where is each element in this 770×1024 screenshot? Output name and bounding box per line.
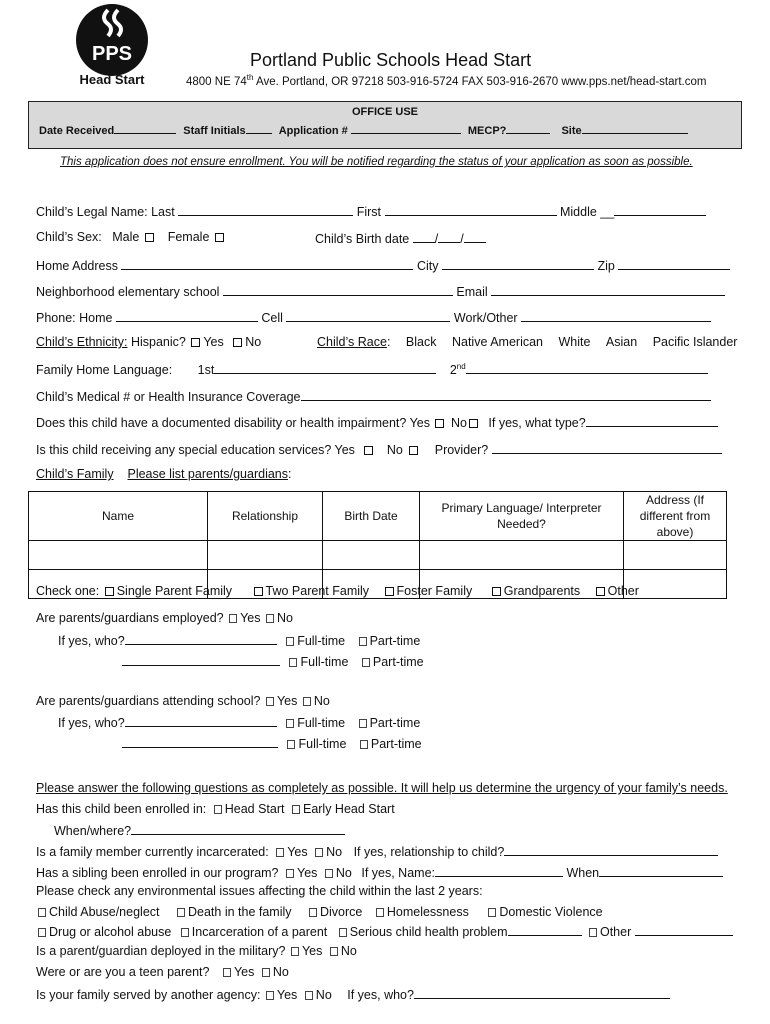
email-label: Email (456, 285, 488, 299)
when-where-label: When/where? (54, 824, 132, 838)
enrolled-row (36, 802, 395, 816)
column-header: Birth Date (323, 492, 420, 541)
school-fulltime-checkbox-1[interactable] (286, 719, 294, 728)
teen-parent-question: Were or are you a teen parent? (36, 965, 210, 979)
hispanic-no-label: No (245, 335, 262, 349)
divorce-checkbox[interactable] (309, 908, 317, 917)
male-label: Male (112, 230, 140, 244)
family-type-label: Other (607, 584, 639, 598)
mecp-label: MECP? (467, 125, 507, 137)
work-field[interactable] (521, 309, 711, 322)
medical-row (36, 388, 711, 404)
sibling-row (36, 864, 723, 880)
family-type-label: Two Parent Family (265, 584, 370, 598)
sibling-when-label: When (566, 866, 600, 880)
military-yes-label: Yes (301, 944, 323, 958)
employed-no-label: No (277, 611, 293, 625)
pps-logo (70, 2, 154, 88)
school-who-label: If yes, who? (58, 716, 125, 730)
employed-fulltime-checkbox-1[interactable] (286, 637, 294, 646)
incarcerated-no-checkbox[interactable] (315, 848, 323, 857)
agency-no-label: No (315, 988, 332, 1002)
ethnicity-label: Child’s Ethnicity: (36, 335, 128, 349)
full-time-label: Full-time (297, 634, 346, 648)
military-yes-checkbox[interactable] (291, 947, 299, 956)
city-field[interactable] (442, 257, 594, 270)
school-yes-checkbox[interactable] (266, 697, 274, 706)
middle-dash: __ (600, 205, 615, 219)
hispanic-no-checkbox[interactable] (233, 338, 242, 347)
phone-home-field[interactable] (116, 309, 258, 322)
issue-label: Serious child health problem (349, 925, 508, 939)
check-one-label: Check one: (36, 584, 100, 598)
incarcerated-row (36, 843, 718, 859)
sibling-name-label: If yes, Name: (361, 866, 435, 880)
agency-no-checkbox[interactable] (305, 991, 313, 1000)
race-colon: : (386, 335, 391, 349)
legal-name-last-label: Child’s Legal Name: Last (36, 205, 175, 219)
table-header-row (29, 492, 727, 541)
urgency-instructions: Please answer the following questions as completely as possible. It will help us determine the urgency of your family’s needs. (36, 781, 728, 795)
family-type-label: Grandparents (503, 584, 581, 598)
hispanic-label: Hispanic? (130, 335, 186, 349)
school-yes-label: Yes (276, 694, 298, 708)
guardians-table (28, 491, 727, 599)
employed-question: Are parents/guardians employed? (36, 611, 224, 625)
foster-family-checkbox[interactable] (385, 587, 394, 596)
column-header: Name (29, 492, 208, 541)
sibling-yes-checkbox[interactable] (286, 869, 294, 878)
drug-abuse-checkbox[interactable] (38, 928, 46, 937)
sibling-no-label: No (335, 866, 352, 880)
application-label: Application # (278, 125, 348, 137)
special-ed-no-label: No (386, 443, 403, 457)
school-no-checkbox[interactable] (303, 697, 311, 706)
sex-label: Child’s Sex: (36, 230, 102, 244)
date-received-label: Date Received (39, 125, 115, 137)
employed-fulltime-checkbox-2[interactable] (289, 658, 297, 667)
work-label: Work/Other (453, 311, 518, 325)
logo-subtext: Head Start (79, 72, 145, 87)
column-header: Address (If different from above) (624, 492, 727, 541)
mecp-field[interactable] (506, 121, 550, 134)
disability-no-label: No (450, 416, 467, 430)
logo-text: PPS (91, 43, 133, 65)
birth-date-label: Child’s Birth date (315, 232, 410, 246)
cell-field[interactable] (286, 309, 450, 322)
second-language-field[interactable] (466, 361, 708, 374)
female-checkbox[interactable] (215, 233, 224, 242)
neighborhood-school-field[interactable] (223, 283, 453, 296)
serious-health-checkbox[interactable] (339, 928, 347, 937)
column-header: Relationship (208, 492, 323, 541)
school-question: Are parents/guardians attending school? (36, 694, 261, 708)
first-language-field[interactable] (214, 361, 436, 374)
family-heading-b: Please list parents/guardians (127, 467, 288, 481)
disability-yes-checkbox[interactable] (435, 419, 444, 428)
disability-type-label: If yes, what type? (488, 416, 586, 430)
last-name-field[interactable] (178, 203, 353, 216)
part-time-label: Part-time (372, 655, 424, 669)
homelessness-checkbox[interactable] (376, 908, 384, 917)
school-parttime-checkbox-2[interactable] (360, 740, 368, 749)
issue-label: Drug or alcohol abuse (49, 925, 172, 939)
employed-parttime-checkbox-1[interactable] (359, 637, 367, 646)
teen-no-checkbox[interactable] (262, 968, 270, 977)
issue-label: Incarceration of a parent (191, 925, 328, 939)
table-cell[interactable] (624, 570, 727, 599)
incarcerated-question: Is a family member currently incarcerated: (36, 845, 269, 859)
hispanic-yes-checkbox[interactable] (191, 338, 200, 347)
race-option[interactable]: Pacific Islander (652, 335, 738, 349)
staff-initials-label: Staff Initials (183, 125, 246, 137)
teen-yes-label: Yes (233, 965, 255, 979)
enrolled-question: Has this child been enrolled in: (36, 802, 207, 816)
school-row (36, 694, 330, 708)
site-field[interactable] (582, 121, 688, 134)
male-checkbox[interactable] (145, 233, 154, 242)
middle-name-label: Middle (559, 205, 597, 219)
provider-label: Provider? (434, 443, 489, 457)
issue-label: Homelessness (386, 905, 469, 919)
family-heading-a: Child’s Family (36, 467, 114, 481)
agency-question: Is your family served by another agency: (36, 988, 261, 1002)
agency-yes-label: Yes (276, 988, 298, 1002)
sex-row (36, 230, 227, 244)
relationship-field[interactable] (504, 843, 718, 856)
city-label: City (416, 259, 439, 273)
military-question: Is a parent/guardian deployed in the military? (36, 944, 286, 958)
sibling-yes-label: Yes (297, 866, 318, 880)
death-family-checkbox[interactable] (177, 908, 185, 917)
special-ed-yes-checkbox[interactable] (364, 446, 373, 455)
other-family-checkbox[interactable] (596, 587, 605, 596)
agency-who-label: If yes, who? (347, 988, 414, 1002)
family-heading-colon: : (288, 467, 292, 481)
provider-field[interactable] (492, 441, 722, 454)
issue-label: Other (599, 925, 632, 939)
first-name-field[interactable] (385, 203, 557, 216)
employed-parttime-checkbox-2[interactable] (362, 658, 370, 667)
full-time-label: Full-time (298, 737, 347, 751)
agency-who-field[interactable] (414, 986, 670, 999)
issue-label: Child Abuse/neglect (49, 905, 160, 919)
neighborhood-school-label: Neighborhood elementary school (36, 285, 220, 299)
incarceration-parent-checkbox[interactable] (181, 928, 189, 937)
zip-label: Zip (597, 259, 615, 273)
birth-date-row: Child’s Birth date / / (315, 230, 486, 246)
disclaimer: This application does not ensure enrollment. You will be notified regarding the status of your application as soon as possible. (60, 156, 693, 168)
race-label: Child’s Race (317, 335, 387, 349)
date-received-field[interactable] (114, 121, 176, 134)
military-row (36, 944, 357, 958)
child-abuse-checkbox[interactable] (38, 908, 46, 917)
cell-label: Cell (261, 311, 283, 325)
employed-yes-label: Yes (240, 611, 261, 625)
issue-label: Domestic Violence (499, 905, 603, 919)
employed-who-label: If yes, who? (58, 634, 125, 648)
employed-row (36, 611, 293, 625)
school-email-row (36, 283, 725, 299)
phone-home-label: Phone: Home (36, 311, 113, 325)
table-row (29, 541, 727, 570)
special-ed-question: Is this child receiving any special education services? Yes (36, 443, 355, 457)
home-address-field[interactable] (121, 257, 413, 270)
family-heading (36, 467, 291, 481)
table-cell[interactable] (29, 541, 208, 570)
agency-yes-checkbox[interactable] (266, 991, 274, 1000)
staff-initials-field[interactable] (246, 121, 272, 134)
site-label: Site (561, 125, 582, 137)
part-time-label: Part-time (370, 737, 422, 751)
domestic-violence-checkbox[interactable] (488, 908, 496, 917)
serious-health-field[interactable] (508, 923, 582, 936)
ethnicity-row (36, 335, 261, 349)
when-where-row (54, 822, 345, 838)
special-ed-no-checkbox[interactable] (409, 446, 418, 455)
contact-address: 4800 NE 74th Ave. Portland, OR 97218 503-916-5724 FAX 503-916-2670 www.pps.net/head-start.com (186, 73, 707, 88)
teen-parent-row (36, 965, 289, 979)
disability-row (36, 414, 718, 430)
home-language-label: Family Home Language: (36, 363, 173, 377)
office-use-label: OFFICE USE (351, 106, 418, 118)
part-time-label: Part-time (369, 716, 421, 730)
school-who-field-1[interactable] (125, 714, 277, 727)
hispanic-yes-label: Yes (203, 335, 224, 349)
birth-year-field[interactable] (464, 230, 486, 243)
relationship-label: If yes, relationship to child? (353, 845, 505, 859)
race-option[interactable]: Native American (451, 335, 543, 349)
middle-name-field[interactable] (614, 203, 706, 216)
full-time-label: Full-time (300, 655, 349, 669)
early-head-start-label: Early Head Start (302, 802, 395, 816)
employed-who-row-1 (58, 632, 420, 648)
env-issues-label: Please check any environmental issues affecting the child within the last 2 years: (36, 884, 483, 898)
incarcerated-yes-label: Yes (287, 845, 308, 859)
military-no-label: No (340, 944, 357, 958)
sibling-when-field[interactable] (599, 864, 723, 877)
full-time-label: Full-time (297, 716, 346, 730)
when-where-field[interactable] (131, 822, 345, 835)
family-type-row (36, 584, 639, 598)
two-parent-checkbox[interactable] (254, 587, 263, 596)
race-option[interactable]: Asian (605, 335, 638, 349)
medical-label: Child’s Medical # or Health Insurance Coverage (36, 390, 301, 404)
school-who-row-2 (122, 735, 422, 751)
grandparents-checkbox[interactable] (492, 587, 501, 596)
phone-row (36, 309, 711, 325)
office-use-box (28, 101, 742, 149)
school-who-row-1 (58, 714, 420, 730)
other-issue-field[interactable] (635, 923, 733, 936)
table-cell[interactable] (323, 541, 420, 570)
second-language-label: 2nd (449, 361, 466, 377)
employed-no-checkbox[interactable] (266, 614, 274, 623)
sibling-question: Has a sibling been enrolled in our program? (36, 866, 279, 880)
birth-month-field[interactable] (413, 230, 435, 243)
family-type-label: Foster Family (396, 584, 473, 598)
zip-field[interactable] (618, 257, 730, 270)
head-start-checkbox[interactable] (214, 805, 222, 814)
env-issues-row-1 (36, 905, 603, 919)
race-option[interactable]: White (558, 335, 591, 349)
head-start-label: Head Start (224, 802, 285, 816)
part-time-label: Part-time (369, 634, 421, 648)
teen-no-label: No (272, 965, 289, 979)
school-no-label: No (313, 694, 330, 708)
race-row (317, 335, 737, 349)
legal-name-row (36, 203, 706, 219)
employed-who-field-1[interactable] (125, 632, 277, 645)
race-option[interactable]: Black (405, 335, 437, 349)
home-address-label: Home Address (36, 259, 118, 273)
env-issues-row-2 (36, 923, 733, 939)
page-title: Portland Public Schools Head Start (250, 50, 532, 70)
table-cell[interactable] (420, 541, 624, 570)
sibling-no-checkbox[interactable] (325, 869, 333, 878)
school-fulltime-checkbox-2[interactable] (287, 740, 295, 749)
language-row (36, 361, 708, 377)
female-label: Female (167, 230, 210, 244)
table-cell[interactable] (624, 541, 727, 570)
early-head-start-checkbox[interactable] (292, 805, 300, 814)
employed-who-row-2 (122, 653, 424, 669)
address-row (36, 257, 730, 273)
issue-label: Death in the family (187, 905, 292, 919)
column-header: Primary Language/ Interpreter Needed? (420, 492, 624, 541)
teen-yes-checkbox[interactable] (223, 968, 231, 977)
other-issue-checkbox[interactable] (589, 928, 597, 937)
disability-question: Does this child have a documented disability or health impairment? Yes (36, 416, 430, 430)
employed-who-field-2[interactable] (122, 653, 280, 666)
special-ed-row (36, 441, 722, 457)
medical-field[interactable] (301, 388, 711, 401)
birth-day-field[interactable] (438, 230, 460, 243)
disability-type-field[interactable] (586, 414, 718, 427)
email-field[interactable] (491, 283, 725, 296)
school-parttime-checkbox-1[interactable] (359, 719, 367, 728)
issue-label: Divorce (320, 905, 363, 919)
school-who-field-2[interactable] (122, 735, 278, 748)
agency-row (36, 986, 670, 1002)
single-parent-checkbox[interactable] (105, 587, 114, 596)
application-field[interactable] (351, 121, 461, 134)
incarcerated-yes-checkbox[interactable] (276, 848, 284, 857)
table-cell[interactable] (208, 541, 323, 570)
disability-no-checkbox[interactable] (469, 419, 478, 428)
first-name-label: First (356, 205, 382, 219)
sibling-name-field[interactable] (435, 864, 563, 877)
incarcerated-no-label: No (326, 845, 343, 859)
first-language-label: 1st (197, 363, 215, 377)
family-type-label: Single Parent Family (116, 584, 233, 598)
military-no-checkbox[interactable] (330, 947, 338, 956)
employed-yes-checkbox[interactable] (229, 614, 237, 623)
